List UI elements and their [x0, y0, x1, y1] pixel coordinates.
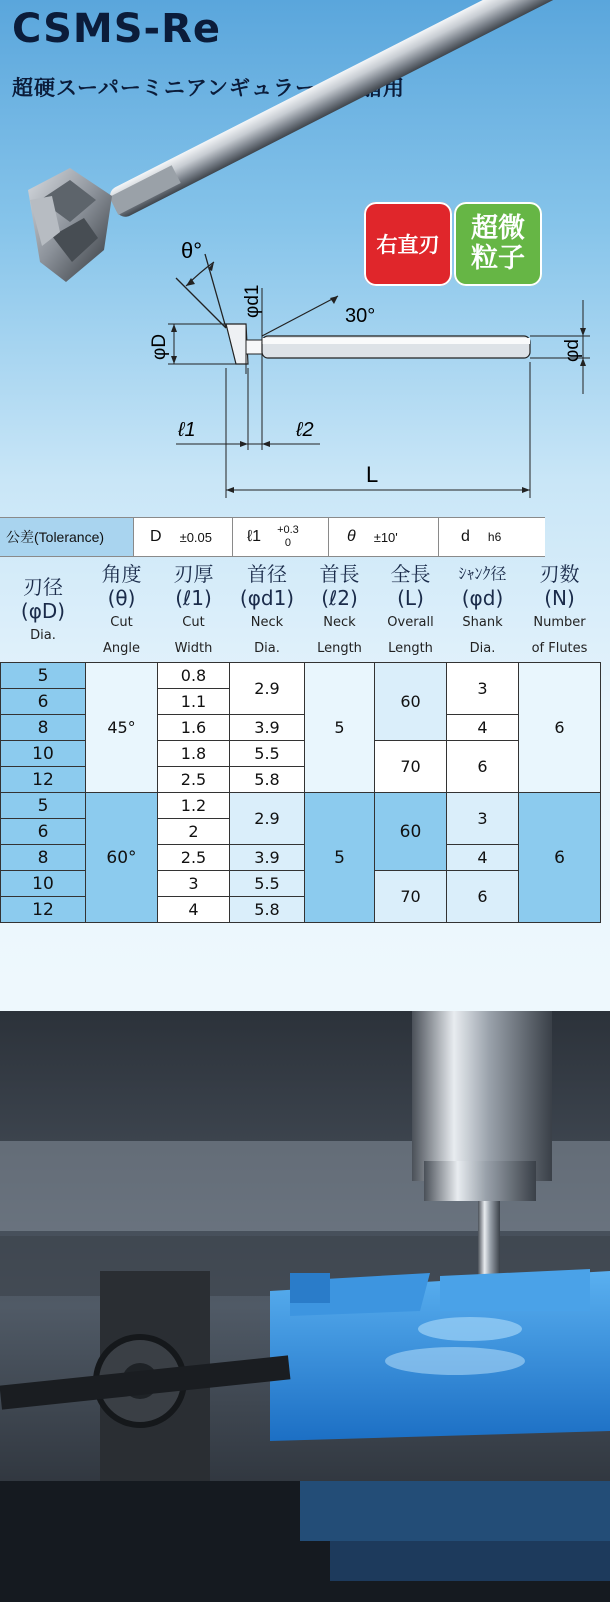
tolerance-l1-upper: +0.3 [277, 524, 299, 536]
shank-dia-cell: 4 [447, 715, 519, 741]
machining-photo [0, 1011, 610, 1602]
dia-cell: 8 [1, 715, 86, 741]
phi-d-label: φd [562, 339, 583, 362]
page-title: CSMS-Re [12, 6, 222, 52]
right-straight-edge-badge: 右直刃 [364, 202, 452, 286]
column-header: ｼｬﾝｸ径 (φd) Shank Dia. [458, 564, 507, 656]
column-header: 刃数 (N) Number of Flutes [531, 562, 588, 656]
shank-dia-cell: 3 [447, 793, 519, 845]
phi-D-label: φD [149, 333, 170, 360]
neck-length-cell: 5 [305, 793, 375, 923]
dia-cell: 5 [1, 793, 86, 819]
spec-table [0, 562, 601, 923]
dia-cell: 10 [1, 871, 86, 897]
spindle [412, 1011, 552, 1181]
table-row [1, 793, 601, 819]
phi-d1-label: φd1 [242, 284, 263, 318]
angle-30-label: 30° [345, 305, 376, 327]
dia-cell: 6 [1, 819, 86, 845]
table-header-row [1, 562, 601, 663]
dia-cell: 12 [1, 897, 86, 923]
column-header: 全長 (L) Overall Length [387, 562, 434, 656]
neck-length-cell: 5 [305, 663, 375, 793]
width-cell: 1.8 [158, 741, 230, 767]
neck-dia-cell: 5.5 [230, 741, 305, 767]
column-header: 首径 (φd1) Neck Dia. [239, 562, 295, 656]
angle-cell: 60° [86, 793, 158, 923]
tolerance-bar [0, 517, 545, 557]
dimension-diagram [0, 228, 610, 508]
neck-dia-cell: 2.9 [230, 793, 305, 845]
l1-label: ℓ1 [178, 419, 196, 441]
tolerance-l1-lower: 0 [284, 537, 291, 549]
neck-dia-cell: 5.8 [230, 897, 305, 923]
tolerance-d-value: h6 [487, 530, 502, 544]
tolerance-label: 公差(Tolerance) [0, 518, 134, 556]
dia-cell: 6 [1, 689, 86, 715]
l2-label: ℓ2 [296, 419, 314, 441]
tolerance-D-value: ±0.05 [179, 529, 212, 545]
tolerance-l1-symbol: ℓ1 [247, 528, 262, 545]
dia-cell: 8 [1, 845, 86, 871]
dia-cell: 10 [1, 741, 86, 767]
shank-dia-cell: 6 [447, 741, 519, 793]
neck-dia-cell: 5.8 [230, 767, 305, 793]
overall-length-cell: 70 [375, 871, 447, 923]
micro-grain-badge-line1: 超微 [471, 213, 525, 244]
flutes-cell: 6 [519, 663, 601, 793]
column-header: 首長 (ℓ2) Neck Length [317, 562, 362, 656]
column-header: 角度 (θ) Cut Angle [101, 562, 142, 656]
tolerance-d [438, 518, 544, 556]
table-row [1, 663, 601, 689]
shank-dia-cell: 3 [447, 663, 519, 715]
tolerance-D-symbol: D [150, 528, 162, 545]
column-header: 刃径 (φD) Dia. [20, 575, 66, 643]
width-cell: 1.1 [158, 689, 230, 715]
L-label: L [366, 462, 379, 487]
dia-cell: 5 [1, 663, 86, 689]
width-cell: 4 [158, 897, 230, 923]
neck-dia-cell: 2.9 [230, 663, 305, 715]
width-cell: 2.5 [158, 767, 230, 793]
dia-cell: 12 [1, 767, 86, 793]
micro-grain-badge-line2: 粒子 [471, 243, 525, 274]
flutes-cell: 6 [519, 793, 601, 923]
overall-length-cell: 60 [375, 793, 447, 871]
tolerance-l1 [232, 518, 328, 556]
theta-label: θ° [181, 238, 203, 263]
shank-dia-cell: 6 [447, 871, 519, 923]
tolerance-d-symbol: d [461, 528, 470, 545]
tolerance-theta-symbol: θ [347, 528, 356, 545]
width-cell: 1.2 [158, 793, 230, 819]
angle-cell: 45° [86, 663, 158, 793]
width-cell: 1.6 [158, 715, 230, 741]
width-cell: 2.5 [158, 845, 230, 871]
width-cell: 3 [158, 871, 230, 897]
overall-length-cell: 60 [375, 663, 447, 741]
tolerance-theta [328, 518, 438, 556]
width-cell: 0.8 [158, 663, 230, 689]
neck-dia-cell: 3.9 [230, 845, 305, 871]
page-subtitle: 超硬スーパーミニアンギュラー 樹脂用 [12, 76, 406, 100]
neck-dia-cell: 5.5 [230, 871, 305, 897]
column-header: 刃厚 (ℓ1) Cut Width [173, 562, 214, 656]
neck-dia-cell: 3.9 [230, 715, 305, 741]
shank-dia-cell: 4 [447, 845, 519, 871]
overall-length-cell: 70 [375, 741, 447, 793]
width-cell: 2 [158, 819, 230, 845]
tolerance-theta-value: ±10' [373, 529, 398, 545]
tolerance-D [150, 518, 240, 556]
